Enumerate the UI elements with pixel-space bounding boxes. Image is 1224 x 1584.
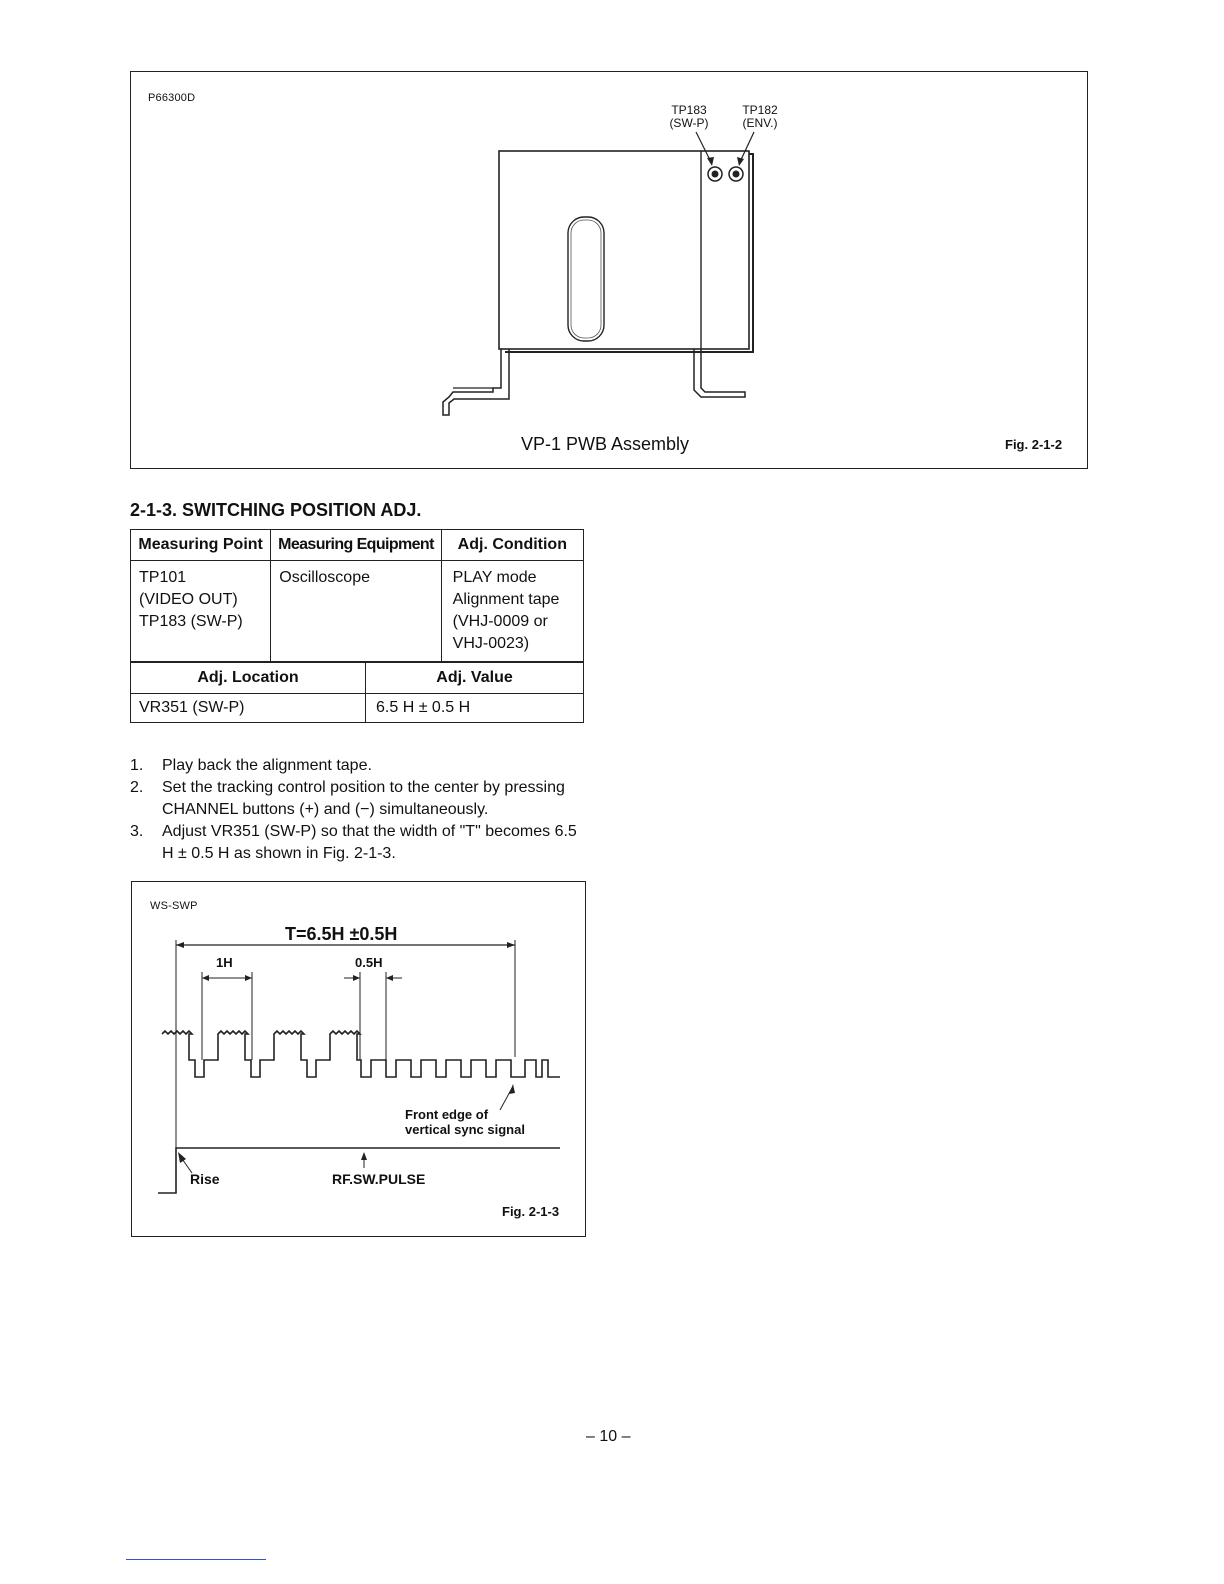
header-adj-value: Adj. Value <box>366 663 584 694</box>
header-adj-condition: Adj. Condition <box>441 530 583 561</box>
header-adj-location: Adj. Location <box>131 663 366 694</box>
video-signal-waveform <box>162 1031 560 1077</box>
tp182-name: TP182 <box>742 103 778 117</box>
figure-2-1-2 <box>130 71 1088 469</box>
pwb-slot <box>568 217 604 341</box>
step-text: Adjust VR351 (SW-P) so that the width of "T" becomes 6.5 H ± 0.5 H as shown in Fig. 2-1-3. <box>162 823 577 862</box>
table-header-row <box>131 530 584 561</box>
figure-caption: VP-1 PWB Assembly <box>521 434 690 454</box>
rf-sw-pulse-label: RF.SW.PULSE <box>332 1171 426 1187</box>
figure-code: P66300D <box>148 92 196 104</box>
tp183-name: TP183 <box>671 103 707 117</box>
page-number: – 10 – <box>586 1428 631 1445</box>
tp183-test-point <box>708 167 722 181</box>
adjustment-value-table <box>130 662 584 723</box>
header-measuring-equipment: Measuring Equipment <box>271 530 441 561</box>
one-h-label: 1H <box>216 955 233 970</box>
t-label: T=6.5H ±0.5H <box>285 924 398 944</box>
front-edge-line: Front edge of <box>405 1107 489 1122</box>
measuring-equipment-cell: Oscilloscope <box>271 561 441 662</box>
measuring-point-line: TP101 <box>139 569 187 586</box>
figure-2-1-3 <box>131 881 586 1237</box>
front-edge-label <box>405 1107 525 1137</box>
adjustment-table <box>130 529 584 662</box>
figure-label: Fig. 2-1-3 <box>502 1204 560 1219</box>
step-number: 2. <box>130 779 144 796</box>
measuring-point-cell <box>131 561 271 662</box>
section-title: 2-1-3. SWITCHING POSITION ADJ. <box>130 500 422 520</box>
table-header-row <box>131 663 584 694</box>
list-item <box>130 821 586 865</box>
tp182-test-point <box>729 167 743 181</box>
right-bracket <box>694 349 745 397</box>
adj-condition-line: (VHJ-0009 or <box>452 613 548 630</box>
step-text: Set the tracking control position to the center by pressing CHANNEL buttons (+) and (−) simultaneously. <box>162 779 565 818</box>
figure-label: Fig. 2-1-2 <box>1005 437 1063 452</box>
header-measuring-point: Measuring Point <box>131 530 271 561</box>
adj-condition-line: VHJ-0023) <box>452 635 530 652</box>
adj-value-cell: 6.5 H ± 0.5 H <box>366 694 584 723</box>
front-edge-line: vertical sync signal <box>405 1122 525 1137</box>
adj-condition-cell <box>441 561 583 662</box>
step-text: Play back the alignment tape. <box>162 757 372 774</box>
left-bracket <box>443 349 509 415</box>
step-number: 1. <box>130 757 144 774</box>
pwb-assembly-diagram <box>131 72 1089 470</box>
tp182-label <box>737 104 783 130</box>
measuring-point-line: (VIDEO OUT) <box>139 591 238 608</box>
step-number: 3. <box>130 823 144 840</box>
table-row <box>131 694 584 723</box>
figure-code: WS-SWP <box>150 900 198 912</box>
list-item <box>130 755 586 777</box>
rise-label: Rise <box>190 1171 220 1187</box>
half-h-label: 0.5H <box>355 955 383 970</box>
footnote-divider <box>126 1559 266 1560</box>
table-row <box>131 561 584 662</box>
adj-condition-line: Alignment tape <box>452 591 560 608</box>
tp183-label <box>666 104 712 130</box>
measuring-point-line: TP183 (SW-P) <box>139 613 243 630</box>
list-item <box>130 777 586 821</box>
tp182-sub: (ENV.) <box>742 116 778 130</box>
adj-condition-line: PLAY mode <box>452 569 537 586</box>
procedure-steps <box>130 755 586 865</box>
tp183-sub: (SW-P) <box>669 116 709 130</box>
adj-location-cell: VR351 (SW-P) <box>131 694 366 723</box>
